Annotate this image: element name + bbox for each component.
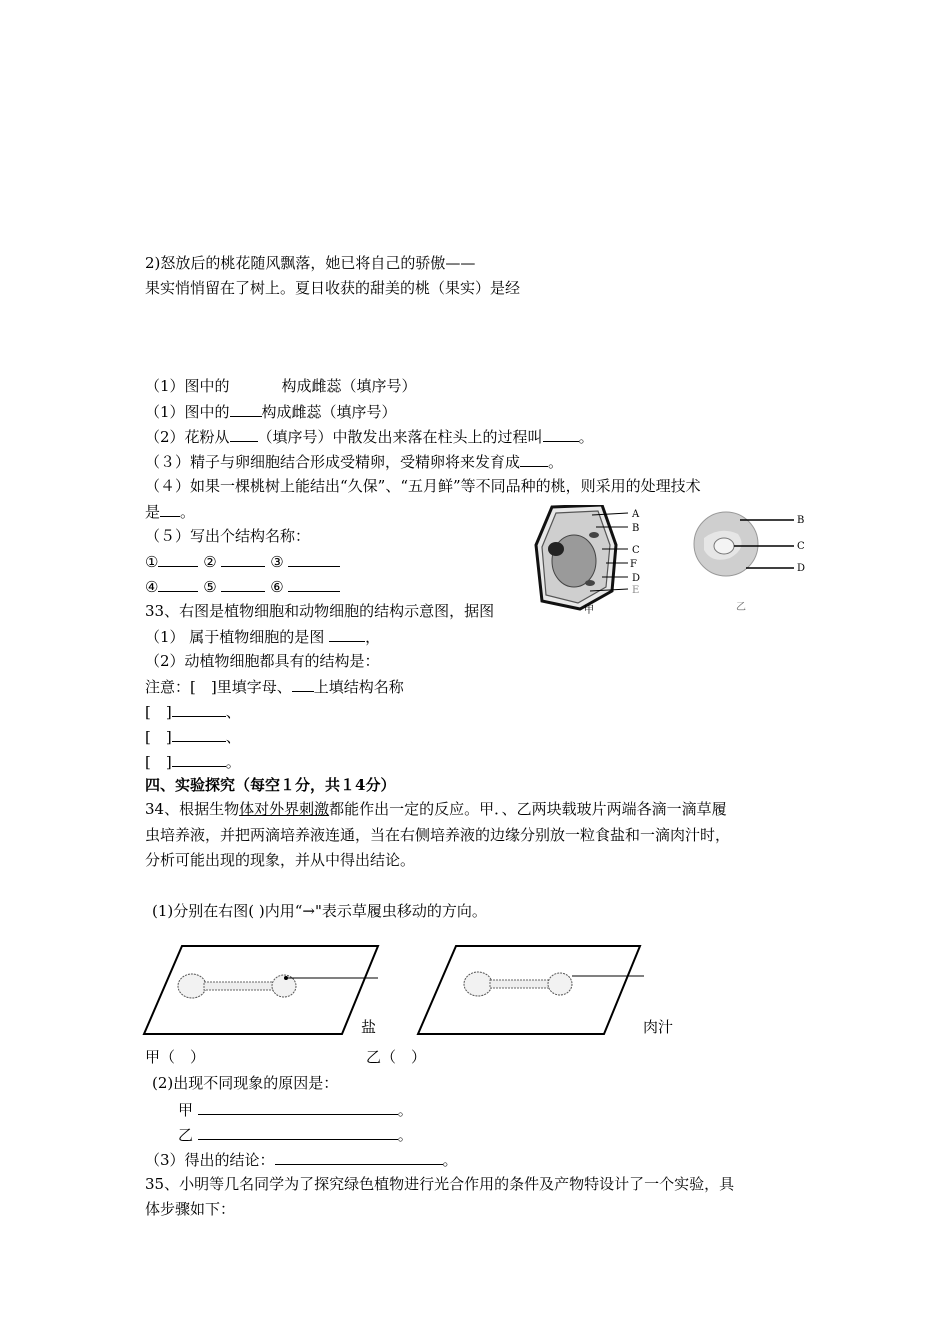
q34-p1-a: 34、根据生物 <box>145 800 240 818</box>
label-c: C <box>632 545 640 556</box>
bracket: [ ] <box>145 753 172 771</box>
q32-line-1 <box>145 376 417 396</box>
num-6: ⑥ <box>270 578 284 596</box>
num-2: ② <box>203 553 217 571</box>
q32-l4-a: （３）精子与卵细胞结合形成受精卵，受精卵将来发育成 <box>145 453 521 471</box>
q32-line-2 <box>145 401 397 422</box>
num-4: ④ <box>145 578 159 596</box>
reason-yi-label: 乙 <box>178 1126 194 1144</box>
q33-sub-2: （2）动植物细胞都具有的结构是： <box>145 652 380 670</box>
label-e: E <box>632 585 640 596</box>
q35-line-1: 35、小明等几名同学为了探究绿色植物进行光合作用的条件及产物特设计了一个实验，具 <box>145 1175 735 1193</box>
q32-l6-b: 。 <box>180 503 196 521</box>
animal-cell-figure <box>690 508 810 613</box>
q33-title: 33、右图是植物细胞和动物细胞的结构示意图，据图 <box>145 602 495 620</box>
q32-l3-a: （2）花粉从 <box>145 428 230 446</box>
reason-jia <box>178 1099 413 1120</box>
label-a: A <box>632 509 640 520</box>
q33-sub-1 <box>145 626 380 647</box>
blank <box>172 726 226 742</box>
blank <box>198 1124 398 1140</box>
blank <box>230 401 262 417</box>
q32-line-4 <box>145 451 563 472</box>
q32-line-3 <box>145 426 594 447</box>
num-5: ⑤ <box>203 578 217 596</box>
q32-line-9 <box>145 576 340 597</box>
nucleus <box>548 542 564 556</box>
num-1: ① <box>145 553 159 571</box>
sep: 。 <box>225 753 241 771</box>
connecting-channel <box>204 982 274 990</box>
q33-note <box>145 676 404 697</box>
chloroplast <box>589 532 599 538</box>
q33-answer-2 <box>145 726 241 747</box>
q34-p1-b: 都能作出一定的反应。甲．、乙两块载玻片两端各滴一滴草履 <box>329 800 727 818</box>
chloroplast <box>585 580 595 586</box>
label-meat-juice: 肉汁 <box>643 1018 674 1036</box>
blank <box>158 551 198 567</box>
bracket: [ ] <box>145 728 172 746</box>
sep: 、 <box>225 703 241 721</box>
blank <box>160 501 180 517</box>
q34-para-1 <box>145 799 727 819</box>
q33-note-b: 上填结构名称 <box>313 678 404 696</box>
q33-note-a: 注意：[ ]里填字母、 <box>145 678 292 696</box>
q32-l2-start: （1）图中的 <box>145 403 230 421</box>
bracket: [ ] <box>145 703 172 721</box>
q33-answer-1 <box>145 701 241 722</box>
blank <box>172 751 226 767</box>
q33-sub1-a: （1） 属于植物细胞的是图 <box>145 628 325 646</box>
label-d: D <box>797 563 806 574</box>
glass-slide <box>418 946 640 1034</box>
culture-drop <box>178 974 206 998</box>
intro-line-2: 果实悄悄留在了树上。夏日收获的甜美的桃（果实）是经 <box>145 279 521 297</box>
blank <box>158 576 198 592</box>
q34-sub3-a: （3）得出的结论： <box>145 1151 275 1169</box>
blank <box>543 426 579 442</box>
blank <box>221 551 265 567</box>
period: 。 <box>397 1126 413 1144</box>
slide-yi-figure <box>408 944 648 1036</box>
q32-line-5: （４）如果一棵桃树上能结出“久保”、“五月鲜”等不同品种的桃，则采用的处理技术 <box>145 477 701 495</box>
label-b: B <box>797 515 805 526</box>
q35-line-2: 体步骤如下： <box>145 1200 236 1218</box>
label-yi: 乙 <box>736 602 746 613</box>
label-b: B <box>632 523 640 534</box>
answer-jia: 甲（ ） <box>145 1048 206 1066</box>
q32-l3-b: （填序号）中散发出来落在柱头上的过程叫 <box>257 428 543 446</box>
q34-sub-3 <box>145 1149 458 1170</box>
culture-drop <box>548 973 572 995</box>
salt-grain <box>284 976 288 980</box>
q32-l1-start: （1）图中的 <box>145 377 230 395</box>
label-jia: 甲 <box>584 605 594 616</box>
blank <box>230 426 258 442</box>
blank <box>329 626 365 642</box>
connecting-channel <box>490 980 550 988</box>
q34-p1-underlined: 体对外界刺激 <box>239 800 330 818</box>
plant-cell-figure <box>530 505 650 620</box>
q33-sub1-b: ， <box>365 628 381 646</box>
reason-jia-label: 甲 <box>178 1101 194 1119</box>
blank <box>198 1099 398 1115</box>
q32-l2-end: 构成雌蕊（填序号） <box>261 403 397 421</box>
q34-sub3-b: 。 <box>442 1151 458 1169</box>
answer-yi: 乙（ ） <box>366 1048 427 1066</box>
q32-l6-a: 是 <box>145 503 161 521</box>
q34-para-2: 虫培养液，并把两滴培养液连通，当在右侧培养液的边缘分别放一粒食盐和一滴肉汁时， <box>145 826 731 844</box>
sep: 、 <box>225 728 241 746</box>
q33-answer-3 <box>145 751 241 772</box>
culture-drop <box>464 972 492 996</box>
nucleus <box>714 538 734 554</box>
label-salt: 盐 <box>361 1018 377 1036</box>
blank <box>520 451 548 467</box>
q32-line-8 <box>145 551 340 572</box>
slide-jia-figure <box>142 944 382 1036</box>
blank <box>288 551 340 567</box>
blank <box>275 1149 443 1165</box>
q34-sub-2: (2)出现不同现象的原因是： <box>152 1074 339 1092</box>
q32-l4-b: 。 <box>548 453 564 471</box>
intro-line-1: 2)怒放后的桃花随风飘落，她已将自己的骄傲—— <box>145 254 476 272</box>
label-c: C <box>797 541 805 552</box>
blank <box>292 676 314 692</box>
q34-sub-1: (1)分别在右图( )内用“→"表示草履虫移动的方向。 <box>152 902 487 920</box>
period: 。 <box>397 1101 413 1119</box>
blank <box>172 701 226 717</box>
q32-l3-c: 。 <box>578 428 594 446</box>
q32-line-6 <box>145 501 195 522</box>
q32-line-7: （５）写出个结构名称： <box>145 527 311 545</box>
label-d: D <box>632 573 641 584</box>
blank <box>288 576 340 592</box>
label-f: F <box>630 559 637 570</box>
blank <box>221 576 265 592</box>
q34-para-3: 分析可能出现的现象，并从中得出结论。 <box>145 851 416 869</box>
num-3: ③ <box>270 553 284 571</box>
q32-l1-end: 构成雌蕊（填序号） <box>281 377 417 395</box>
section-4-title: 四、实验探究（每空１分，共１4分） <box>145 776 396 794</box>
reason-yi <box>178 1124 413 1145</box>
